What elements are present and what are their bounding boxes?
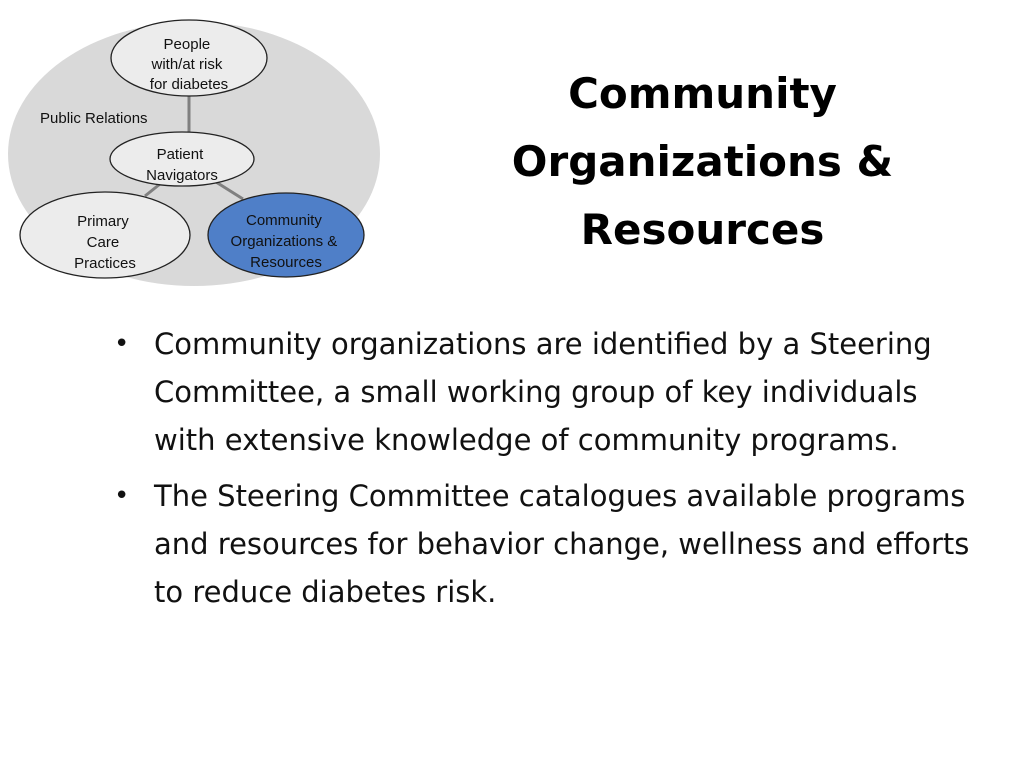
node-patient-navigators-label: Patient Navigators (146, 146, 218, 184)
bullet-icon: • (114, 329, 130, 359)
node-community-organizations-label: Community Organizations & Resources (230, 212, 338, 271)
bullet-list (110, 320, 980, 624)
node-people-label: People with/at risk for diabetes (149, 36, 229, 93)
bullet-item (110, 320, 980, 464)
bullet-text: Community organizations are identified by a Steering Committee, a small working group of key individuals with extensive knowledge of community programs. (154, 327, 932, 457)
relationship-diagram (0, 0, 400, 300)
bullet-text: The Steering Committee catalogues available programs and resources for behavior change, wellness and efforts to reduce diabetes risk. (154, 479, 970, 609)
slide-title: Community Organizations & Resources (511, 69, 894, 254)
node-primary-care (20, 192, 190, 278)
node-community-organizations (208, 193, 364, 277)
node-people (111, 20, 267, 96)
bullet-icon: • (114, 481, 130, 511)
bullet-item (110, 472, 980, 616)
node-primary-care-label: Primary Care Practices (74, 213, 136, 272)
node-patient-navigators (110, 132, 254, 186)
public-relations-label: Public Relations (40, 110, 148, 127)
